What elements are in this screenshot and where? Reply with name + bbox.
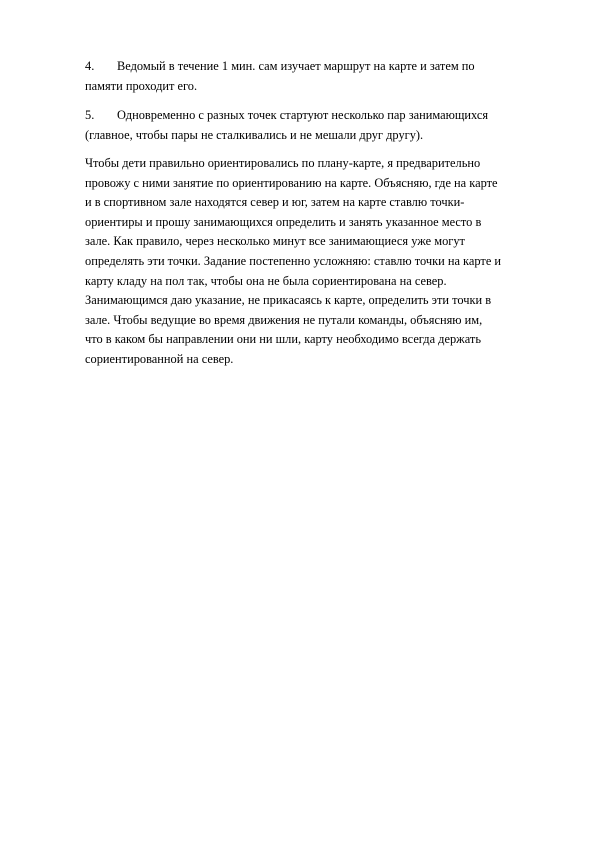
paragraph-line: определять эти точки. Задание постепенно усложняю: ставлю точки на карте и bbox=[85, 253, 502, 268]
list-item-5 bbox=[85, 106, 525, 145]
list-item-4-line-2: памяти проходит его. bbox=[85, 78, 198, 93]
paragraph-line: провожу с ними занятие по ориентированию на карте. Объясняю, где на карте bbox=[85, 175, 498, 190]
list-item-4-line-1 bbox=[85, 57, 525, 77]
list-item-4-number: 4. bbox=[85, 59, 95, 73]
paragraph-line: зале. Как правило, через несколько минут все занимающиеся уже могут bbox=[85, 234, 465, 249]
paragraph-line: зале. Чтобы ведущие во время движения не путали команды, объясняю им, bbox=[85, 312, 483, 327]
list-item-4-text-1: Ведомый в течение 1 мин. сам изучает маршрут на карте и затем по bbox=[117, 59, 475, 73]
paragraph-line: Занимающимся даю указание, не прикасаясь к карте, определить эти точки в bbox=[85, 293, 492, 308]
paragraph-line: что в каком бы направлении они ни шли, карту необходимо всегда держать bbox=[85, 332, 481, 347]
list-item-4 bbox=[85, 57, 525, 96]
list-item-5-line-1 bbox=[85, 106, 525, 126]
paragraph-line: и в спортивном зале находятся север и юг, затем на карте ставлю точки- bbox=[85, 195, 465, 210]
paragraph-line: Чтобы дети правильно ориентировались по плану-карте, я предварительно bbox=[85, 156, 481, 170]
paragraph-line: карту кладу на пол так, чтобы она не была сориентирована на север. bbox=[85, 273, 447, 288]
paragraph-line: ориентиры и прошу занимающихся определить и занять указанное место в bbox=[85, 214, 482, 229]
paragraph-line: сориентированной на север. bbox=[85, 351, 234, 366]
list-item-5-text-1: Одновременно с разных точек стартуют несколько пар занимающихся bbox=[117, 108, 489, 122]
list-item-5-line-2: (главное, чтобы пары не сталкивались и не мешали друг другу). bbox=[85, 127, 424, 142]
list-item-5-number: 5. bbox=[85, 108, 95, 122]
body-paragraph bbox=[85, 154, 525, 370]
